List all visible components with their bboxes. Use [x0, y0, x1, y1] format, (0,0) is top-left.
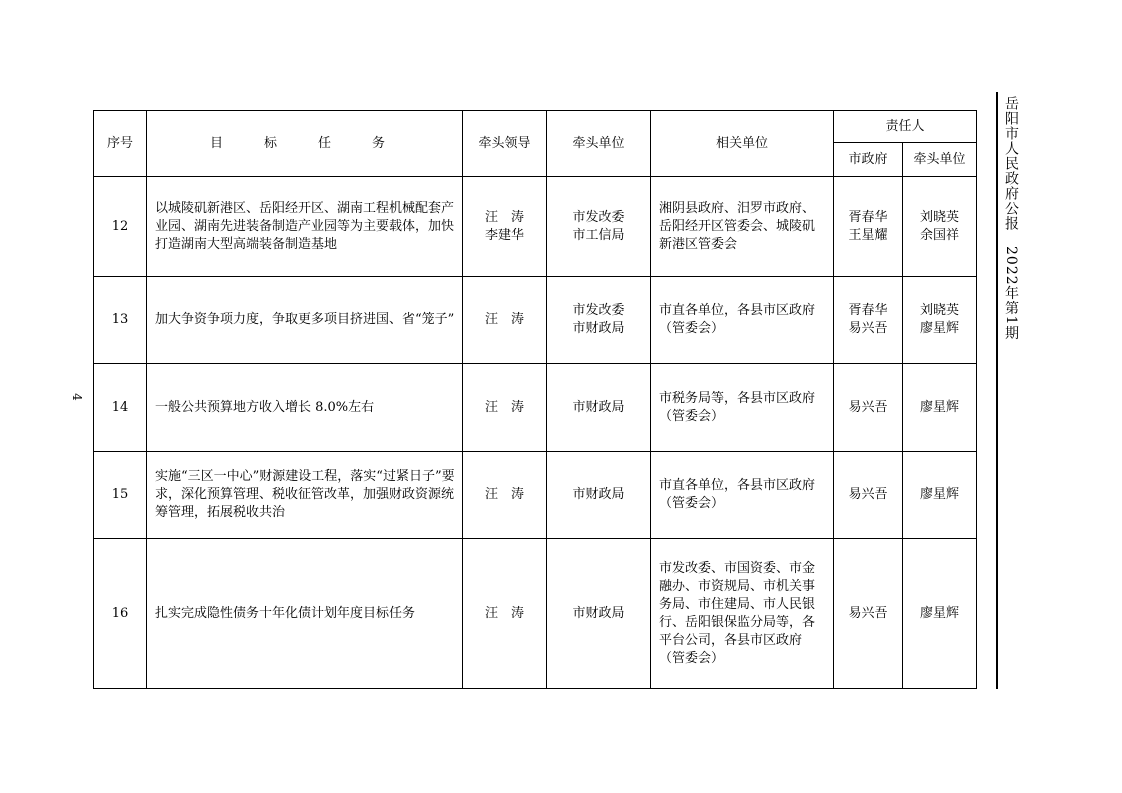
- row-task: 扎实完成隐性债务十年化债计划年度目标任务: [147, 539, 463, 689]
- table-row: [94, 277, 977, 364]
- row-resp-city: 胥春华 易兴吾: [834, 277, 903, 364]
- table-row: [94, 539, 977, 689]
- row-task: 一般公共预算地方收入增长 8.0%左右: [147, 364, 463, 452]
- row-lead-unit: 市财政局: [547, 539, 651, 689]
- row-resp-city: 易兴吾: [834, 364, 903, 452]
- row-resp-unit: 廖星辉: [903, 539, 977, 689]
- table-row: [94, 177, 977, 277]
- row-lead-leader: 汪 涛 李建华: [463, 177, 547, 277]
- row-lead-unit: 市财政局: [547, 364, 651, 452]
- row-lead-leader: 汪 涛: [463, 452, 547, 539]
- publication-header: 岳阳市人民政府公报 2022年第1期: [1003, 96, 1019, 341]
- header-lead-leader: 牵头领导: [463, 111, 547, 177]
- table-row: [94, 364, 977, 452]
- row-lead-unit: 市财政局: [547, 452, 651, 539]
- row-resp-city: 易兴吾: [834, 452, 903, 539]
- row-no: 13: [94, 277, 147, 364]
- row-resp-city: 易兴吾: [834, 539, 903, 689]
- row-resp-unit: 廖星辉: [903, 364, 977, 452]
- header-related-units: 相关单位: [651, 111, 834, 177]
- row-related-units: 市直各单位，各县市区政府（管委会）: [651, 277, 834, 364]
- row-no: 14: [94, 364, 147, 452]
- task-table: [93, 110, 977, 689]
- row-lead-leader: 汪 涛: [463, 364, 547, 452]
- header-no: 序号: [94, 111, 147, 177]
- header-rule: [996, 92, 998, 689]
- row-lead-leader: 汪 涛: [463, 539, 547, 689]
- header-lead-unit: 牵头单位: [547, 111, 651, 177]
- table-row: [94, 452, 977, 539]
- row-no: 16: [94, 539, 147, 689]
- row-related-units: 市税务局等，各县市区政府（管委会）: [651, 364, 834, 452]
- header-responsible: 责任人: [834, 111, 977, 143]
- page-number: 4: [69, 393, 84, 401]
- row-lead-unit: 市发改委 市财政局: [547, 277, 651, 364]
- header-task: 目 标 任 务: [147, 111, 463, 177]
- row-related-units: 湘阴县政府、汨罗市政府、岳阳经开区管委会、城陵矶新港区管委会: [651, 177, 834, 277]
- row-lead-unit: 市发改委 市工信局: [547, 177, 651, 277]
- row-related-units: 市发改委、市国资委、市金融办、市资规局、市机关事务局、市住建局、市人民银行、岳阳银保监分局等，各平台公司，各县市区政府（管委会）: [651, 539, 834, 689]
- header-resp-city: 市政府: [834, 143, 903, 177]
- header-resp-unit: 牵头单位: [903, 143, 977, 177]
- row-no: 15: [94, 452, 147, 539]
- row-related-units: 市直各单位，各县市区政府（管委会）: [651, 452, 834, 539]
- row-task: 实施“三区一中心”财源建设工程，落实“过紧日子”要求，深化预算管理、税收征管改革，加强财政资源统筹管理，拓展税收共治: [147, 452, 463, 539]
- row-no: 12: [94, 177, 147, 277]
- row-resp-city: 胥春华 王星耀: [834, 177, 903, 277]
- row-resp-unit: 刘晓英 廖星辉: [903, 277, 977, 364]
- row-lead-leader: 汪 涛: [463, 277, 547, 364]
- row-resp-unit: 廖星辉: [903, 452, 977, 539]
- row-task: 以城陵矶新港区、岳阳经开区、湖南工程机械配套产业园、湖南先进装备制造产业园等为主要载体，加快打造湖南大型高端装备制造基地: [147, 177, 463, 277]
- row-task: 加大争资争项力度，争取更多项目挤进国、省“笼子”: [147, 277, 463, 364]
- row-resp-unit: 刘晓英 余国祥: [903, 177, 977, 277]
